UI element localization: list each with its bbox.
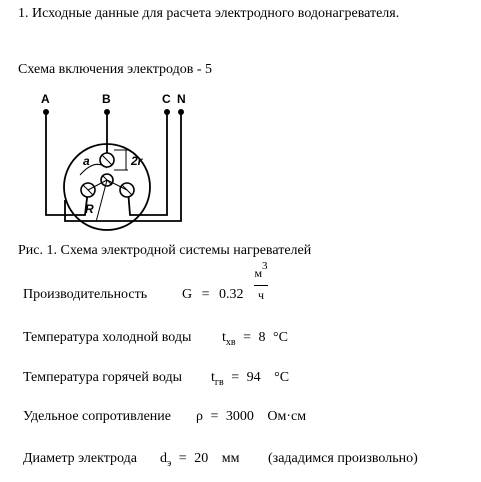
productivity-unit-exp: 3	[262, 260, 268, 272]
resistivity-label: Удельное сопротивление	[23, 409, 171, 424]
hot-temp-unit: °C	[274, 370, 290, 385]
label-phase-b: B	[102, 92, 111, 106]
hot-temp-label: Температура горячей воды	[23, 370, 183, 385]
productivity-label: Производительность	[23, 287, 148, 302]
hot-temp-symbol-sub: гв	[214, 377, 224, 388]
hot-temp-value: 94	[246, 370, 261, 385]
productivity-unit-num: м	[254, 266, 263, 280]
label-phase-c: C	[162, 92, 171, 106]
resistivity-formula	[196, 409, 306, 425]
cold-temp-unit: °C	[273, 330, 288, 345]
label-phase-n: N	[177, 92, 186, 106]
cold-temp-value: 8	[258, 330, 266, 345]
hot-temp-symbol: t	[211, 370, 215, 385]
productivity-symbol: G	[182, 287, 193, 302]
figure-caption: Рис. 1. Схема электродной системы нагревателей	[18, 243, 312, 258]
hot-temp-eq: =	[231, 370, 240, 385]
productivity-eq: =	[201, 287, 210, 302]
diameter-symbol-sub: э	[167, 458, 172, 469]
cold-temp-symbol: t	[222, 330, 226, 345]
param-cold-temp	[23, 330, 191, 346]
terminal-b	[104, 109, 110, 115]
diameter-unit: мм	[221, 451, 240, 466]
terminal-n	[178, 109, 184, 115]
diameter-formula	[160, 451, 239, 468]
productivity-unit	[249, 260, 273, 302]
productivity-value: 0.32	[219, 287, 244, 302]
diameter-symbol: d	[160, 451, 167, 466]
label-dim-a: a	[83, 154, 90, 168]
cold-temp-symbol-sub: хв	[225, 337, 236, 348]
param-resistivity	[23, 409, 171, 425]
resistivity-eq: =	[210, 409, 219, 424]
resistivity-value: 3000	[225, 409, 254, 424]
param-productivity	[23, 287, 147, 303]
diameter-eq: =	[178, 451, 187, 466]
param-hot-temp	[23, 370, 182, 386]
terminal-c	[164, 109, 170, 115]
productivity-formula	[182, 287, 244, 303]
resistivity-symbol: ρ	[196, 409, 203, 424]
cold-temp-formula	[222, 330, 288, 347]
heading: 1. Исходные данные для расчета электродного водонагревателя.	[18, 6, 400, 21]
cold-temp-label: Температура холодной воды	[23, 330, 192, 345]
param-diameter	[23, 451, 137, 467]
diameter-value: 20	[194, 451, 209, 466]
scheme-title: Схема включения электродов - 5	[18, 62, 213, 77]
wire-a	[46, 112, 88, 215]
terminal-a	[43, 109, 49, 115]
resistivity-unit: Ом·см	[267, 409, 307, 424]
label-phase-a: A	[41, 92, 50, 106]
productivity-unit-den: ч	[257, 288, 265, 302]
diameter-note: (зададимся произвольно)	[268, 451, 418, 466]
diameter-label: Диаметр электрода	[23, 451, 137, 466]
label-dim-r: R	[85, 202, 94, 216]
cold-temp-eq: =	[243, 330, 252, 345]
label-dim-2r: 2r	[131, 154, 143, 168]
hot-temp-formula	[211, 370, 289, 387]
